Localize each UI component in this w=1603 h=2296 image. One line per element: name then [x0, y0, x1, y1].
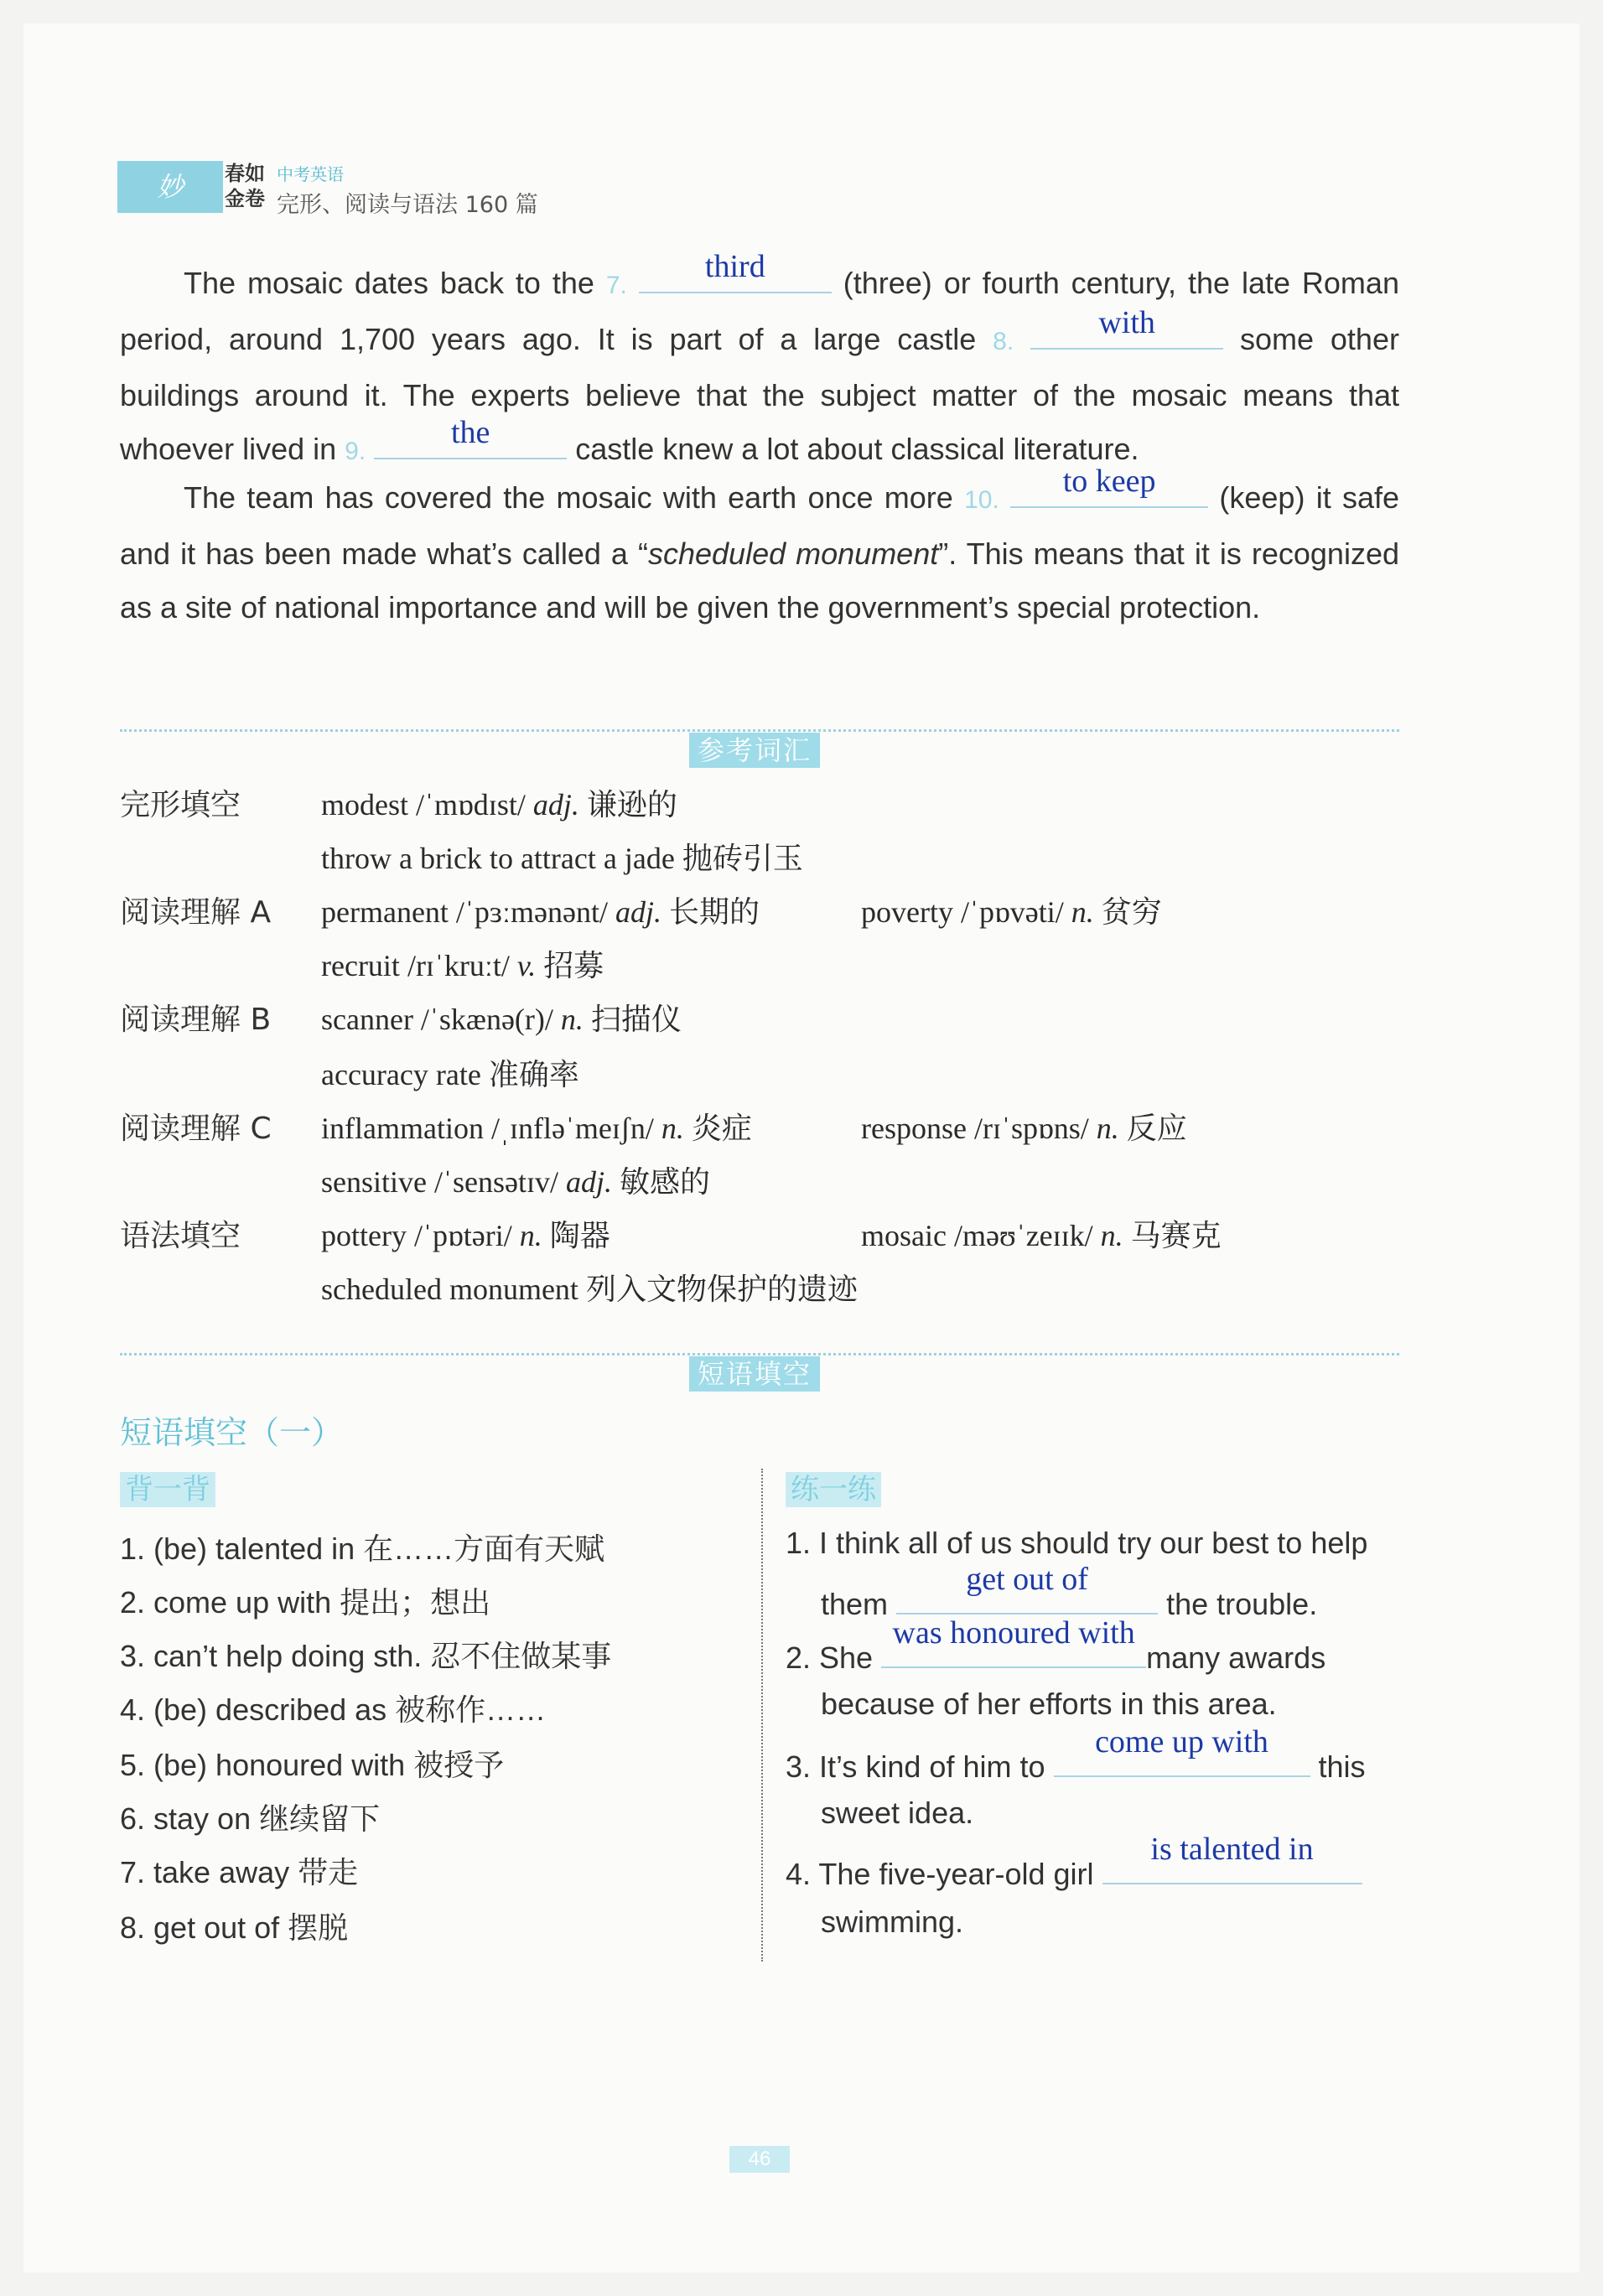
- answer-text: the: [450, 415, 490, 450]
- logo: 妙: [117, 161, 223, 213]
- practice-question-4-cont: swimming.: [821, 1905, 964, 1939]
- passage-text: The mosaic dates back to the: [184, 266, 594, 300]
- practice-text: 2. She: [786, 1640, 874, 1675]
- phrase-item: 2. come up with 提出；想出: [120, 1585, 491, 1620]
- vocab-term: throw a brick to attract a jade 抛砖引玉: [321, 842, 803, 875]
- phrase-item: 7. take away 带走: [120, 1855, 359, 1889]
- vocab-term: permanent /ˈpɜːmənənt/ adj. 长期的: [321, 895, 760, 929]
- vocab-term: poverty /ˈpɒvəti/ n. 贫穷: [861, 895, 1162, 929]
- answer-blank: [1010, 464, 1208, 508]
- vocab-term: response /rɪˈspɒns/ n. 反应: [861, 1112, 1187, 1145]
- answer-blank: [374, 415, 567, 459]
- answer-blank: [1030, 305, 1223, 350]
- phrase-item: 8. get out of 摆脱: [120, 1910, 349, 1945]
- practice-question-3-cont: sweet idea.: [821, 1796, 974, 1830]
- passage-text: castle knew a lot about classical literature.: [575, 432, 1139, 466]
- blank-number: 10.: [964, 486, 999, 514]
- practice-text: the trouble.: [1166, 1587, 1318, 1621]
- passage-text: some other buildings around it. The experts believe that the subject matter of the mosaic means that whoever lived in: [120, 322, 1399, 466]
- vocab-term: modest /ˈmɒdɪst/ adj. 谦逊的: [321, 788, 677, 821]
- page-number: 46: [729, 2146, 790, 2173]
- vocab-section-tag: 参考词汇: [689, 733, 820, 768]
- passage-emphasis: scheduled monument: [647, 536, 939, 571]
- vocab-term: recruit /rɪˈkruːt/ v. 招募: [321, 949, 604, 982]
- practice-question-4: [786, 1832, 1362, 1892]
- answer-text: was honoured with: [892, 1615, 1135, 1651]
- phrase-item: 6. stay on 继续留下: [120, 1801, 381, 1836]
- answer-blank: [1102, 1832, 1362, 1884]
- answer-blank: [896, 1562, 1158, 1614]
- vocab-term: sensitive /ˈsensətɪv/ adj. 敏感的: [321, 1165, 710, 1199]
- practice-question-2-cont: because of her efforts in this area.: [821, 1687, 1277, 1721]
- vocab-term: scanner /ˈskænə(r)/ n. 扫描仪: [321, 1003, 682, 1036]
- blank-number: 9.: [345, 438, 366, 465]
- series-line-2: 金卷: [225, 187, 265, 210]
- answer-text: is talented in: [1150, 1832, 1314, 1867]
- passage-text: ”. This means that it is recognized as a site of national importance and will be given the government’s special protection.: [120, 536, 1399, 625]
- answer-text: to keep: [1062, 464, 1156, 499]
- vocab-category-label: 完形填空: [120, 788, 241, 822]
- passage-paragraph-1: [120, 249, 1399, 479]
- practice-text: 3. It’s kind of him to: [786, 1749, 1045, 1784]
- practice-text: 4. The five-year-old girl: [786, 1857, 1094, 1891]
- passage-text: (keep) it safe and it has been made what’s called a “: [120, 480, 1400, 571]
- book-subtitle: 中考英语: [277, 164, 344, 184]
- phrase-item: 5. (be) honoured with 被授予: [120, 1748, 505, 1782]
- practice-tag: 练一练: [786, 1472, 881, 1507]
- phrase-item: 1. (be) talented in 在……方面有天赋: [120, 1532, 605, 1566]
- vocab-category-label: 阅读理解 B: [120, 1003, 272, 1037]
- answer-text: come up with: [1095, 1724, 1268, 1760]
- phrase-section-title: 短语填空（一）: [120, 1414, 344, 1451]
- practice-text: this: [1318, 1749, 1366, 1784]
- practice-text: them: [821, 1587, 889, 1621]
- vocab-category-label: 阅读理解 A: [120, 895, 272, 930]
- phrase-item: 4. (be) described as 被称作……: [120, 1692, 547, 1727]
- memorize-tag: 背一背: [120, 1472, 215, 1507]
- column-divider: [761, 1469, 763, 1962]
- practice-question-3: [786, 1724, 1366, 1785]
- vocab-term: accuracy rate 准确率: [321, 1058, 579, 1091]
- phrase-item: 3. can’t help doing sth. 忍不住做某事: [120, 1639, 612, 1673]
- vocab-term: inflammation /ˌɪnfləˈmeɪʃn/ n. 炎症: [321, 1112, 752, 1145]
- section-divider: [120, 729, 1399, 732]
- practice-question-2: [786, 1615, 1326, 1676]
- vocab-term: pottery /ˈpɒtəri/ n. 陶器: [321, 1219, 610, 1252]
- series-name: [225, 161, 272, 213]
- answer-text: with: [1098, 305, 1155, 340]
- blank-number: 8.: [993, 328, 1014, 355]
- vocab-term: mosaic /məʊˈzeɪɪk/ n. 马赛克: [861, 1219, 1222, 1252]
- vocab-term: scheduled monument 列入文物保护的遗迹: [321, 1272, 858, 1306]
- passage-text: The team has covered the mosaic with earth once more: [184, 480, 953, 515]
- answer-text: third: [704, 249, 765, 284]
- vocab-category-label: 语法填空: [120, 1219, 241, 1253]
- passage-text: (three) or fourth century, the late Roman period, around 1,700 years ago. It is part of a large castle: [120, 266, 1399, 356]
- answer-blank: [881, 1615, 1146, 1668]
- book-title: 完形、阅读与语法 160 篇: [277, 192, 538, 218]
- vocab-category-label: 阅读理解 C: [120, 1112, 272, 1146]
- practice-question-1: 1. I think all of us should try our best to help: [786, 1526, 1368, 1560]
- answer-blank: [639, 249, 832, 293]
- phrase-section-tag: 短语填空: [689, 1356, 820, 1392]
- series-line-1: 春如: [225, 162, 265, 185]
- answer-blank: [1054, 1724, 1310, 1777]
- practice-text: many awards: [1146, 1640, 1326, 1675]
- blank-number: 7.: [605, 272, 627, 299]
- passage-paragraph-2: [120, 464, 1400, 635]
- answer-text: get out of: [966, 1562, 1088, 1597]
- section-divider: [120, 1353, 1399, 1355]
